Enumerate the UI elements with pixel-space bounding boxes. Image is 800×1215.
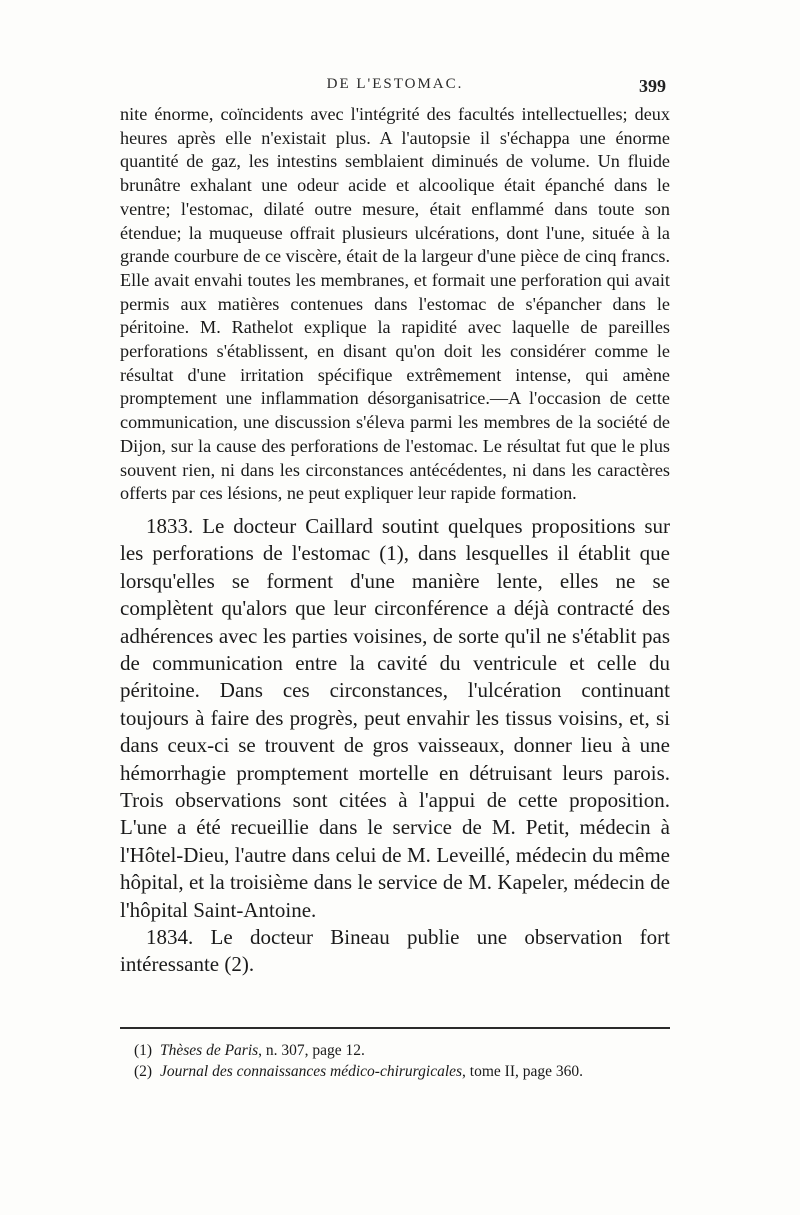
footnote-reference: , n. 307, page 12. [258, 1042, 365, 1059]
paragraph-1834: 1834. Le docteur Bineau publie une observation fort intéressante (2). [120, 925, 670, 977]
footnote-2 [134, 1061, 674, 1082]
footnote-source-title: Journal des connaissances médico-chirurgicales [160, 1063, 463, 1080]
footnotes [134, 1040, 674, 1082]
footnote-marker: (2) [134, 1063, 153, 1080]
paragraph-rathelot: nite énorme, coïncidents avec l'intégrité des facultés intellectuelles; deux heures après elle n'existait plus. A l'autopsie il s'échappa une énorme quantité de gaz, les intestins semblaient diminués de volume. Un fluide brunâtre exhalant une odeur acide et alcoolique était épanché dans le ventre; l'estomac, dilaté outre mesure, était enflammé dans toute son étendue; la muqueuse offrait plusieurs ulcérations, dont l'une, située à la grande courbure de ce viscère, était de la largeur d'une pièce de cinq francs. Elle avait envahi toutes les membranes, et formait une perforation qui avait permis aux matières contenues dans l'estomac de s'épancher dans le péritoine. M. Rathelot explique la rapidité avec laquelle de pareilles perforations s'établissent, en disant qu'on doit les considérer comme le résultat d'une irritation spécifique extrêmement intense, qui amène promptement une inflammation désorganisatrice.—A l'occasion de cette communication, une discussion s'éleva parmi les membres de la société de Dijon, sur la cause des perforations de l'estomac. Le résultat fut que le plus souvent rien, ni dans les circonstances antécédentes, ni dans les caractères offerts par ces lésions, ne peut expliquer leur rapide formation. [120, 104, 670, 504]
footnote-rule [120, 1027, 670, 1029]
footnote-marker: (1) [134, 1042, 153, 1059]
paragraph-1833: 1833. Le docteur Caillard soutint quelques propositions sur les perforations de l'estomac (1), dans lesquelles il établit que lorsqu'elles se forment d'une manière lente, elles ne se complètent qu'alors que leur circonférence a déjà contracté des adhérences avec les parties voisines, de sorte qu'il ne s'établit pas de communication entre la cavité du ventricule et celle du péritoine. Dans ces circonstances, l'ulcération continuant toujours à faire des progrès, peut envahir les tissus voisins, et, si dans ceux-ci se trouvent de gros vaisseaux, donner lieu à une hémorrhagie promptement mortelle en détruisant leurs parois. Trois observations sont citées à l'appui de cette proposition. L'une a été recueillie dans le service de M. Petit, médecin à l'Hôtel-Dieu, l'autre dans celui de M. Leveillé, médecin du même hôpital, et la troisième dans le service de M. Kapeler, médecin de l'hôpital Saint-Antoine. [120, 513, 670, 922]
footnote-reference: , tome II, page 360. [462, 1063, 583, 1080]
main-text [120, 103, 670, 979]
page-number: 399 [639, 76, 666, 96]
footnote-1 [134, 1040, 674, 1061]
page-header [120, 76, 670, 102]
footnote-source-title: Thèses de Paris [160, 1042, 259, 1059]
running-head: DE L'ESTOMAC. [326, 76, 464, 92]
